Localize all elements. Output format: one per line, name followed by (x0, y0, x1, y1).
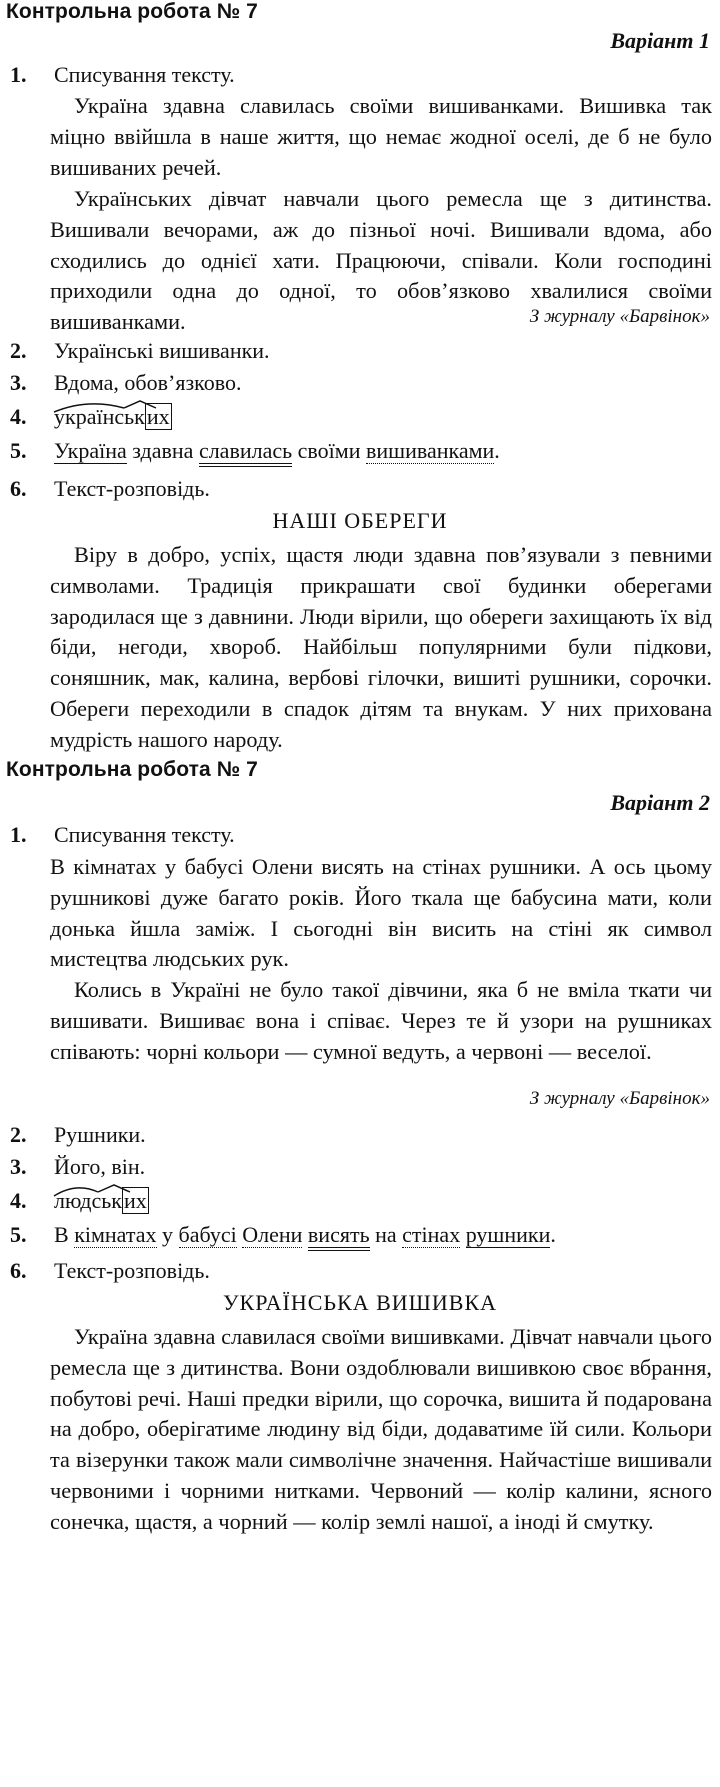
source-note-1: З журналу «Барвінок» (529, 306, 710, 327)
essay-text-1: Віру в добро, успіх, щастя люди здавна пов’язували з певними символами. Традиція прикрашати свої будинки оберегами зародилася ще з давнини. Люди вірили, що обереги захищають їх від біди, негоди, хвороб. Найбільш популярними були підкови, соняшник, мак, калина, вербові гілочки, вишиті рушники, сорочки. Обереги переходили в спадок дітям та внукам. У них прихована мудрість нашого народу. (50, 542, 712, 752)
predicate-word: висять (308, 1222, 370, 1251)
plain-word: у (156, 1222, 179, 1247)
subject-word: рушники (465, 1222, 551, 1247)
task-number: 3. (10, 370, 27, 395)
task-1-2 (10, 336, 712, 366)
adverbial-word: стінах (402, 1222, 461, 1247)
suffix-segment: ськ (91, 1188, 122, 1213)
variant-label-2: Варіант 2 (610, 790, 710, 815)
task-number: 5. (10, 438, 27, 463)
task-number: 6. (10, 476, 27, 501)
plain-word: на (369, 1222, 403, 1247)
task-text: Текст-розповідь. (54, 1258, 210, 1283)
task-number: 6. (10, 1258, 27, 1283)
task-text: Вдома, обов’язково. (54, 370, 242, 395)
task-number: 2. (10, 1122, 27, 1147)
plain-word: своїми (292, 438, 366, 463)
task-number: 1. (10, 822, 27, 847)
dictation-paragraph-1-2: Українських дівчат навчали цього ремесла ще з дитинства. Вишивали вечорами, аж до пізньої ночі. Вишивали вдома, або сходились до однієї хати. Працюючи, співали. Коли господині приходили одна до одної, то обов’язково хвалилися своїми вишиванками. (50, 186, 712, 335)
task-number: 3. (10, 1154, 27, 1179)
essay-heading-1: НАШІ ОБЕРЕГИ (272, 508, 448, 533)
task-2-4 (10, 1186, 712, 1216)
task-2-1 (10, 820, 712, 850)
attribute-word: Олени (242, 1222, 303, 1247)
morpheme-parse-word (54, 1186, 149, 1216)
dictation-paragraph-2-1: В кімнатах у бабусі Олени висять на стінах рушники. А ось цьому рушникові дуже багато років. Його ткала ще бабусина мати, коли донька йшла заміж. І сьогодні він висить на стіні як символ мистецтва людських рук. (50, 854, 712, 972)
plain-word: . (494, 438, 500, 463)
plain-word (460, 1222, 466, 1247)
task-1-5 (10, 436, 712, 466)
task-text: Списування тексту. (54, 822, 235, 847)
root-arc-icon (52, 400, 198, 414)
plain-word: В (54, 1222, 75, 1247)
subject-word: Україна (54, 438, 127, 463)
plain-word: здавна (126, 438, 199, 463)
test-title-2: Контрольна робота № 7 (6, 758, 258, 781)
suffix-segment: ськ (114, 404, 145, 429)
predicate-word: славилась (199, 438, 292, 467)
adverbial-word: кімнатах (74, 1222, 157, 1247)
task-2-6 (10, 1256, 712, 1286)
plain-word: . (550, 1222, 556, 1247)
task-text: Рушники. (54, 1122, 146, 1147)
root-segment: україн (54, 404, 115, 429)
task-1-3 (10, 368, 712, 398)
root-segment: люд (54, 1188, 92, 1213)
test-title-1: Контрольна робота № 7 (6, 0, 258, 23)
task-number: 4. (10, 1188, 27, 1213)
task-number: 4. (10, 404, 27, 429)
task-number: 2. (10, 338, 27, 363)
task-2-2 (10, 1120, 712, 1150)
task-text: Його, він. (54, 1154, 146, 1179)
task-text: Текст-розповідь. (54, 476, 210, 501)
task-1-6 (10, 474, 712, 504)
task-number: 1. (10, 62, 27, 87)
dictation-paragraph-2-2: Колись в Україні не було такої дівчини, яка б не вміла ткати чи вишивати. Вишиває вона і співає. Через те й узори на рушниках співають: чорні кольори — сумної ведуть, а червоні — веселої. (50, 977, 712, 1064)
task-2-5 (10, 1220, 712, 1250)
morpheme-parse-word (54, 402, 172, 432)
root-arc-icon (52, 1184, 162, 1198)
task-2-3 (10, 1152, 712, 1182)
task-1-4 (10, 402, 712, 432)
dictation-paragraph-1-1: Україна здавна славилась своїми вишиванками. Вишивка так міцно ввійшла в наше життя, що немає жодної оселі, де б не було вишиваних речей. (50, 93, 712, 180)
task-text: Українські вишиванки. (54, 338, 270, 363)
essay-text-2: Україна здавна славилася своїми вишивками. Дівчат навчали цього ремесла ще з дитинства. Вони оздоблювали вишивкою своє вбрання, побутові речі. Наші предки вірили, що сорочка, вишита й подарована на добро, оберігатиме людину від біди, додаватиме їй сили. Кольори та візерунки також мали символічне значення. Найчастіше вишивали червоними і чорними нитками. Червоний — колір калини, ясного сонечка, щастя, а чорний — колір землі нашої, а іноді й смутку. (50, 1324, 712, 1534)
variant-label-1: Варіант 1 (610, 28, 710, 53)
task-number: 5. (10, 1222, 27, 1247)
ending-segment: их (124, 1188, 147, 1213)
task-1-1 (10, 60, 712, 90)
adverbial-word: бабусі (178, 1222, 237, 1247)
essay-heading-2: УКРАЇНСЬКА ВИШИВКА (222, 1290, 498, 1315)
source-note-2: З журналу «Барвінок» (529, 1088, 710, 1109)
task-text: Списування тексту. (54, 62, 235, 87)
object-word: вишиванками (365, 438, 495, 463)
ending-segment: их (146, 404, 170, 429)
